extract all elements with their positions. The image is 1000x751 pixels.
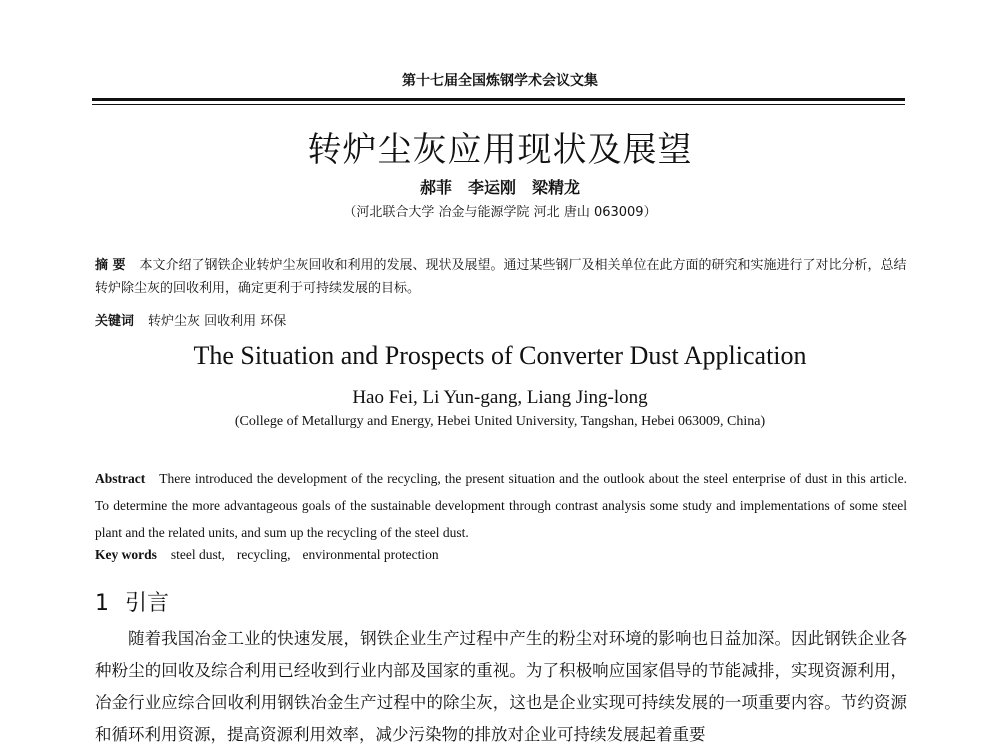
keyword-item: recycling, [236, 547, 291, 562]
chinese-title: 转炉尘灰应用现状及展望 [307, 130, 693, 170]
english-abstract-label: Abstract [95, 471, 146, 486]
chinese-affiliation: （河北联合大学 冶金与能源学院 河北 唐山 063009） [343, 205, 657, 220]
section-number: 1 [95, 591, 109, 616]
section-title: 引言 [125, 591, 170, 616]
keyword-item: environmental protection [302, 547, 439, 562]
section-heading [95, 586, 169, 617]
running-header: 第十七届全国炼钢学术会议文集 [402, 73, 598, 89]
header-rule-thick [92, 98, 905, 101]
header-rule-thin [92, 104, 905, 105]
chinese-abstract-text: 本文介绍了钢铁企业转炉尘灰回收和利用的发展、现状及展望。通过某些钢厂及相关单位在此方面的研究和实施进行了对比分析，总结转炉除尘灰的回收利用，确定更利于可持续发展的目标。 [95, 258, 907, 296]
chinese-keywords [95, 310, 907, 329]
chinese-keywords-text: 转炉尘灰 回收利用 环保 [148, 314, 287, 329]
body-paragraph: 随着我国冶金工业的快速发展，钢铁企业生产过程中产生的粉尘对环境的影响也日益加深。因此钢铁企业各种粉尘的回收及综合利用已经收到行业内部及国家的重视。为了积极响应国家倡导的节能减排，实现资源利用，冶金行业应综合回收利用钢铁冶金生产过程中的除尘灰，这也是企业实现可持续发展的一项重要内容。节约资源和循环利用资源，提高资源利用效率，减少污染物的排放对企业可持续发展起着重要 [95, 629, 907, 744]
english-keywords-label: Key words [95, 547, 157, 562]
keyword-item: steel dust, [170, 547, 225, 562]
english-abstract [95, 465, 907, 546]
english-authors: Hao Fei, Li Yun-gang, Liang Jing-long [352, 387, 648, 408]
english-affiliation: (College of Metallurgy and Energy, Hebei United University, Tangshan, Hebei 063009, China) [234, 414, 766, 429]
chinese-keywords-label: 关键词 [95, 314, 135, 329]
english-abstract-text: There introduced the development of the recycling, the present situation and the outlook about the steel enterprise of dust in this article. To determine the more advantageous goals of the sustainable development through contrast analysis some study and implementations of some steel plant and the related units, and sum up the recycling of the steel dust. [95, 471, 907, 540]
chinese-abstract [95, 254, 907, 300]
english-keywords [95, 547, 907, 563]
english-title: The Situation and Prospects of Converter Dust Application [193, 341, 807, 370]
chinese-abstract-label: 摘 要 [95, 258, 126, 273]
chinese-authors: 郝菲 李运刚 梁精龙 [419, 178, 580, 197]
